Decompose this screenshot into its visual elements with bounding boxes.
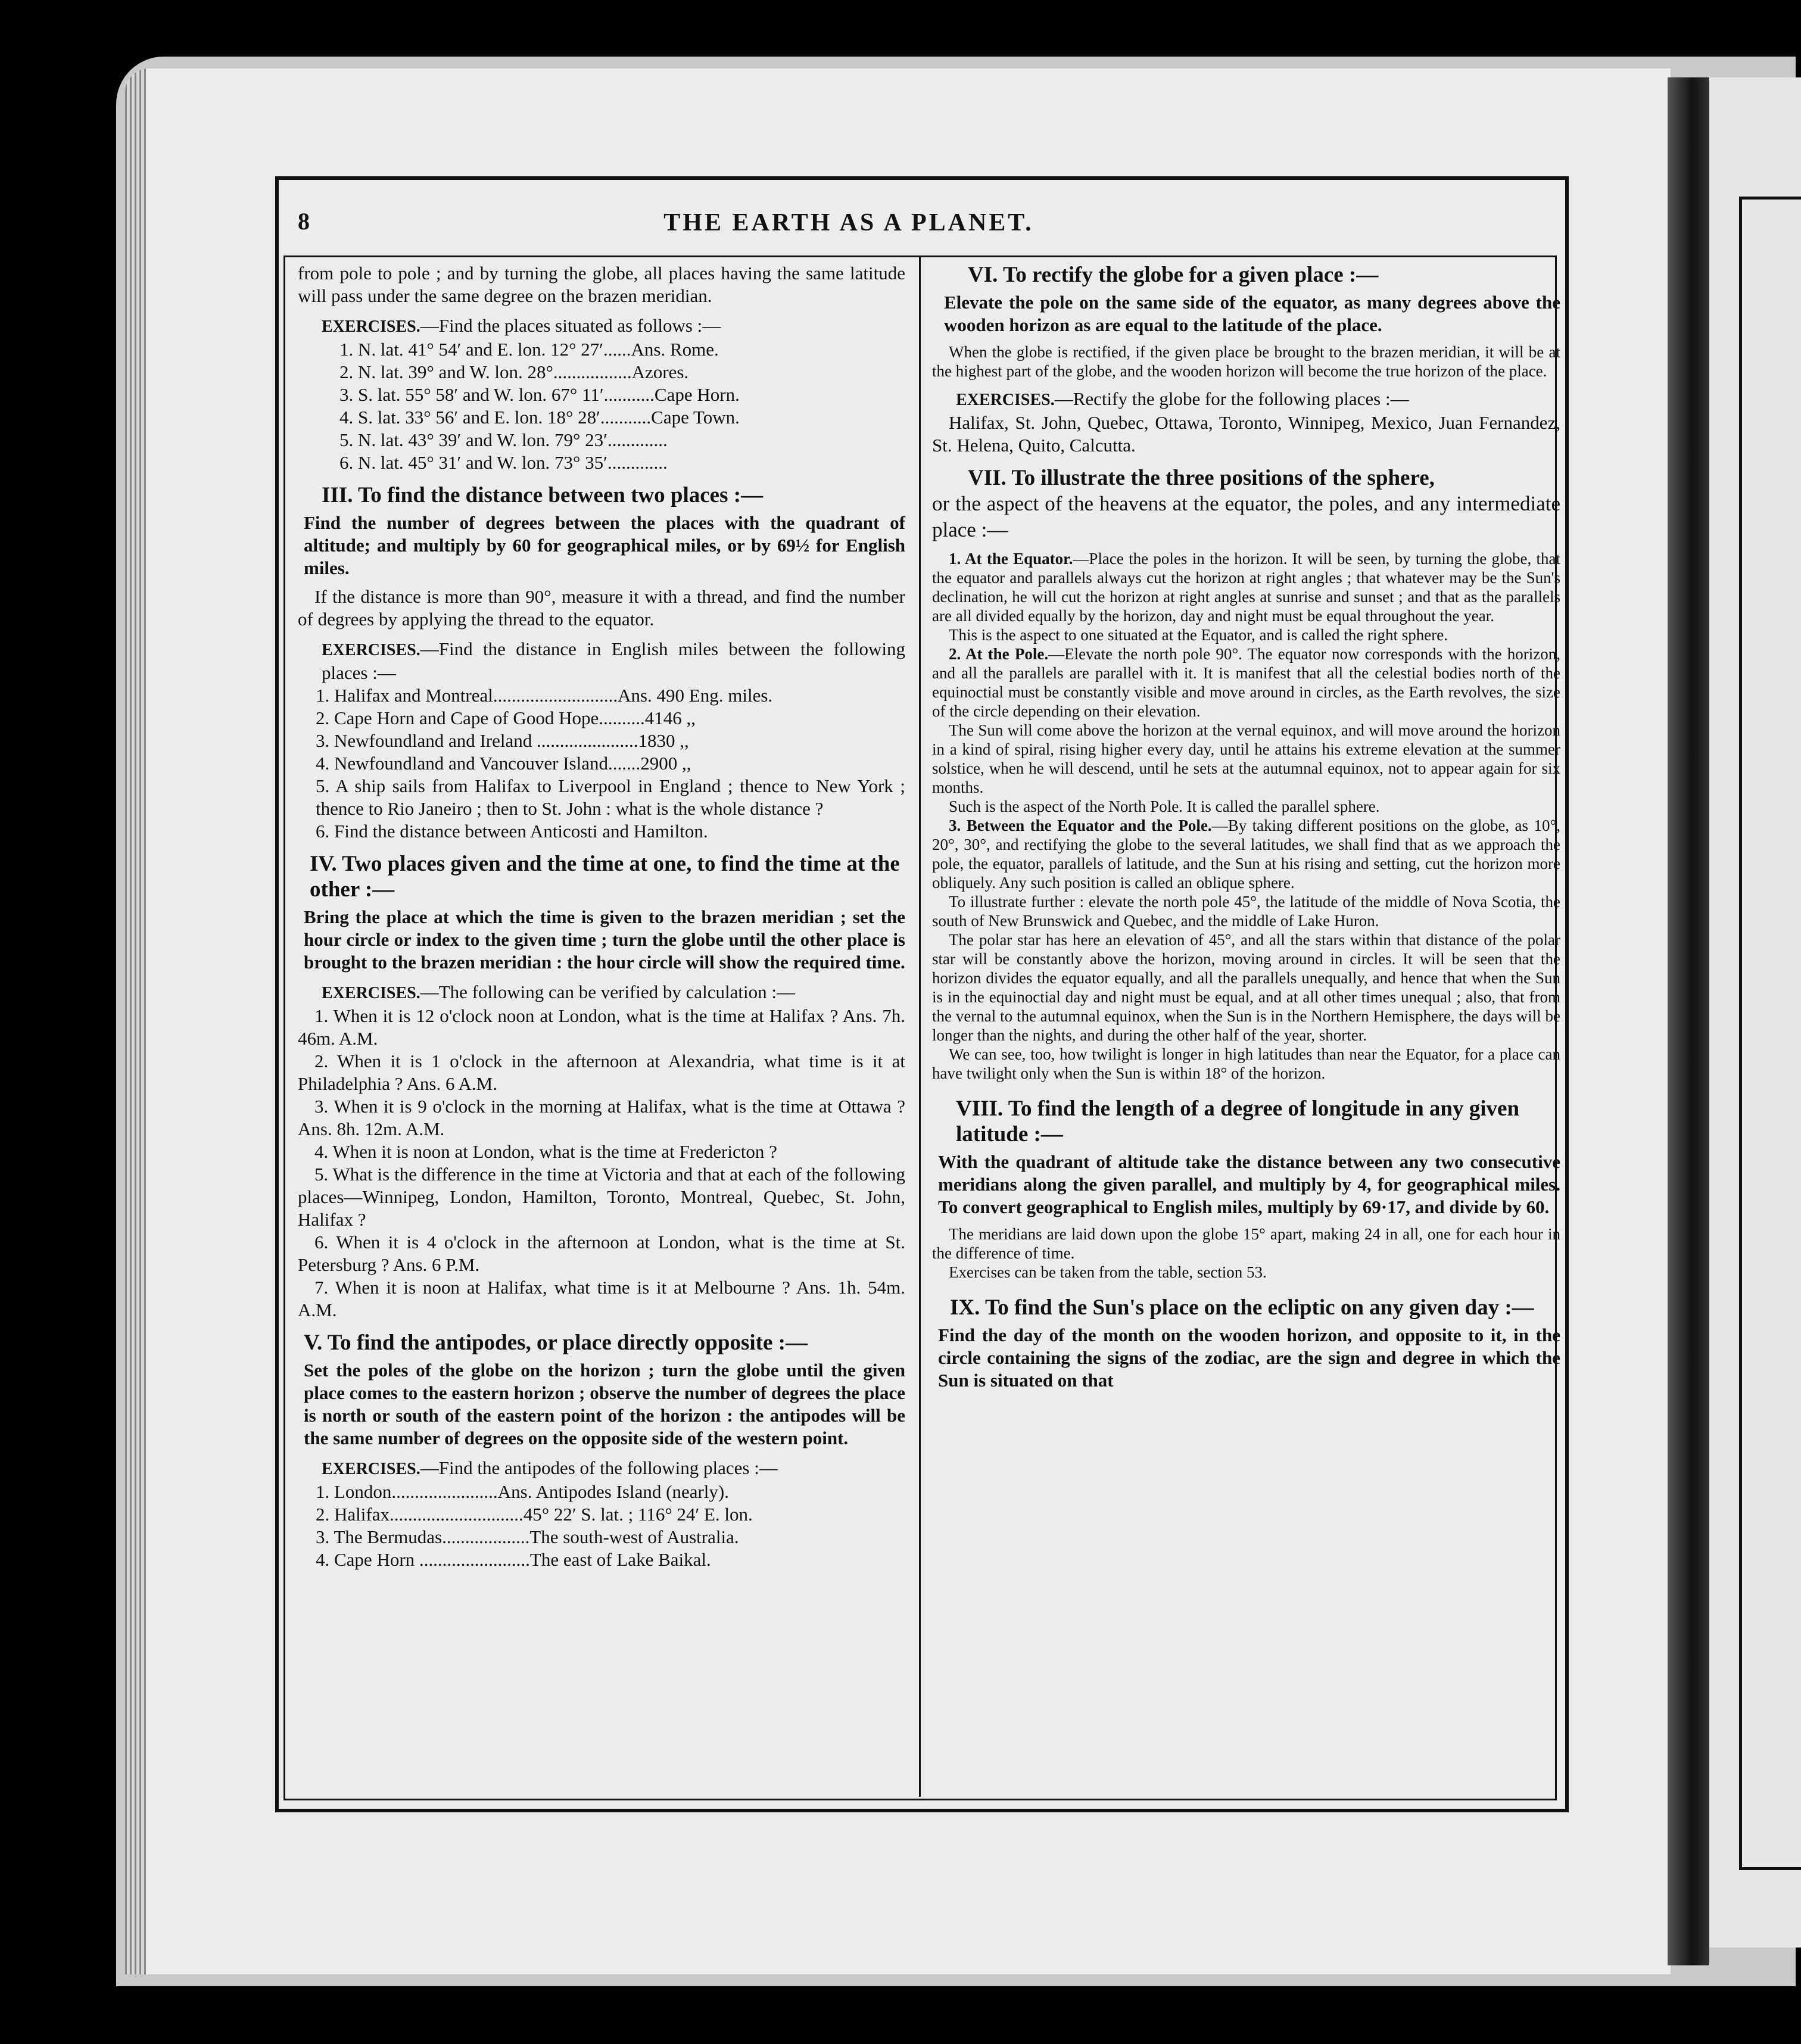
exercise-item: 1. Halifax and Montreal...........................Ans. 490 Eng. miles. xyxy=(316,685,773,706)
section-rule: Find the number of degrees between the places with the quadrant of altitude; and multiply by 60 for geographical miles, or by 69½ for English miles. xyxy=(304,512,905,578)
section-heading: III. To find the distance between two places :— xyxy=(322,483,764,507)
exercise-item: 5. What is the difference in the time at Victoria and that at each of the following places—Winnipeg, London, Hamilton, Toronto, Montreal, Quebec, St. John, Halifax ? xyxy=(298,1164,905,1230)
next-page-edge xyxy=(1709,77,1801,1948)
exercise-item: 3. S. lat. 55° 58′ and W. lon. 67° 11′...........Cape Horn. xyxy=(339,384,740,405)
exercise-item: 7. When it is noon at Halifax, what time is it at Melbourne ? Ans. 1h. 54m. A.M. xyxy=(298,1277,905,1320)
exercise-item: 3. The Bermudas...................The south-west of Australia. xyxy=(316,1526,739,1547)
right-column xyxy=(932,262,1560,1392)
exercise-item: 2. When it is 1 o'clock in the afternoon at Alexandria, what time is it at Philadelphia ? Ans. 6 A.M. xyxy=(298,1051,905,1094)
exercise-intro: EXERCISES.—Find the distance in English miles between the following places :— xyxy=(322,638,905,683)
section-note: When the globe is rectified, if the given place be brought to the brazen meridian, it will be at the highest part of the globe, and the wooden horizon will become the true horizon of the place. xyxy=(932,343,1560,380)
paragraph-between: 3. Between the Equator and the Pole.—By taking different positions on the globe, as 10°, 20°, 30°, and rectifying the globe to the several latitudes, we shall find that as we approach the pole, the equator, parallels of latitude, and the Sun at his rising and setting, cut the horizon more obliquely. Any such position is called an oblique sphere. xyxy=(932,817,1560,892)
exercise-item: 4. Newfoundland and Vancouver Island.......2900 ,, xyxy=(316,753,691,774)
exercise-item: 4. Cape Horn ........................The east of Lake Baikal. xyxy=(316,1549,711,1570)
exercise-item: 3. When it is 9 o'clock in the morning at Halifax, what is the time at Ottawa ? Ans. 8h. 12m. A.M. xyxy=(298,1096,905,1139)
section-heading: V. To find the antipodes, or place directly opposite :— xyxy=(304,1331,808,1355)
exercise-item: 4. S. lat. 33° 56′ and E. lon. 18° 28′...........Cape Town. xyxy=(339,407,740,428)
exercise-item: 2. Halifax.............................45° 22′ S. lat. ; 116° 24′ E. lon. xyxy=(316,1504,753,1525)
exercise-item: 3. Newfoundland and Ireland ......................1830 ,, xyxy=(316,730,689,751)
exercise-intro: EXERCISES.—Find the places situated as follows :— xyxy=(322,315,721,336)
paragraph-polar-star: The polar star has here an elevation of 45°, and all the stars within that distance of the polar star will be constantly above the horizon, moving around in circles. It will be seen that the horizon divides the equator equally, and all the parallels unequally, and hence that when the Sun is in the equinoctial day and night must be equal, and at all other times unequal ; also, that from the vernal to the autumnal equinox, when the Sun is in the Northern Hemisphere, the days will be longer than the nights, and during the other half of the year, shorter. xyxy=(932,931,1560,1044)
paragraph-right-sphere: This is the aspect to one situated at the Equator, and is called the right sphere. xyxy=(949,626,1448,644)
section-rule: With the quadrant of altitude take the distance between any two consecutive meridians along the given parallel, and multiply by 4, for geographical miles. To convert geographical to English miles, multiply by 69·17, and divide by 60. xyxy=(938,1151,1560,1217)
exercise-item: 6. When it is 4 o'clock in the afternoon at London, what is the time at St. Petersburg ? Ans. 6 P.M. xyxy=(298,1232,905,1275)
exercise-item: 1. When it is 12 o'clock noon at London, what is the time at Halifax ? Ans. 7h. 46m. A.M. xyxy=(298,1005,905,1049)
exercise-item: 5. A ship sails from Halifax to Liverpool in England ; thence to New York ; thence to Rio Janeiro ; then to St. John : what is the whole distance ? xyxy=(316,775,905,819)
section-rule: Find the day of the month on the wooden horizon, and opposite to it, in the circle containing the signs of the zodiac, are the sign and degree in which the Sun is situated on that xyxy=(938,1325,1560,1391)
section-heading: VIII. To find the length of a degree of longitude in any given latitude :— xyxy=(956,1096,1520,1146)
exercise-intro: EXERCISES.—Find the antipodes of the following places :— xyxy=(322,1457,778,1478)
section-note: Exercises can be taken from the table, section 53. xyxy=(949,1263,1267,1281)
paragraph-sun-spiral: The Sun will come above the horizon at the vernal equinox, and will move around the horizon in a kind of spiral, rising higher every day, until he attains his extreme elevation at the summer solstice, when he will descend, until he sets at the autumnal equinox, not to appear again for six months. xyxy=(932,721,1560,796)
section-rule: Elevate the pole on the same side of the equator, as many degrees above the wooden horizon as are equal to the latitude of the place. xyxy=(944,292,1560,335)
exercise-places: Halifax, St. John, Quebec, Ottawa, Toronto, Winnipeg, Mexico, Juan Fernandez, St. Helena, Quito, Calcutta. xyxy=(932,412,1560,456)
intro-paragraph: from pole to pole ; and by turning the globe, all places having the same latitude will pass under the same degree on the brazen meridian. xyxy=(298,263,905,306)
exercise-item: 4. When it is noon at London, what is the time at Fredericton ? xyxy=(314,1141,777,1162)
column-divider xyxy=(919,257,921,1797)
exercise-item: 6. N. lat. 45° 31′ and W. lon. 73° 35′............. xyxy=(339,452,668,473)
exercise-intro: EXERCISES.—Rectify the globe for the following places :— xyxy=(956,388,1409,409)
paragraph-illustrate: To illustrate further : elevate the north pole 45°, the latitude of the middle of Nova Scotia, the south of New Brunswick and Quebec, and the middle of Lake Huron. xyxy=(932,893,1560,930)
section-rule: Bring the place at which the time is given to the brazen meridian ; set the hour circle or index to the given time ; turn the globe until the other place is brought to the brazen meridian : the hour circle will show the required time. xyxy=(304,906,905,973)
page-number: 8 xyxy=(298,208,310,235)
exercise-item: 1. N. lat. 41° 54′ and E. lon. 12° 27′......Ans. Rome. xyxy=(339,339,719,360)
section-heading: VI. To rectify the globe for a given place :— xyxy=(968,263,1379,287)
section-rule: Set the poles of the globe on the horizon ; turn the globe until the given place comes to the eastern horizon ; observe the number of degrees the place is north or south of the eastern point of the horizon : the antipodes will be the same number of degrees on the opposite side of the western point. xyxy=(304,1360,905,1448)
section-note: If the distance is more than 90°, measure it with a thread, and find the number of degrees by applying the thread to the equator. xyxy=(298,586,905,630)
exercise-item: 1. London.......................Ans. Antipodes Island (nearly). xyxy=(316,1481,729,1502)
section-heading: IX. To find the Sun's place on the ecliptic on any given day :— xyxy=(950,1295,1534,1320)
exercise-item: 2. N. lat. 39° and W. lon. 28°.................Azores. xyxy=(339,362,689,382)
exercise-item: 5. N. lat. 43° 39′ and W. lon. 79° 23′............. xyxy=(339,429,668,450)
exercise-item: 2. Cape Horn and Cape of Good Hope..........4146 ,, xyxy=(316,708,696,728)
exercise-intro: EXERCISES.—The following can be verified by calculation :— xyxy=(322,982,795,1002)
paragraph-parallel-sphere: Such is the aspect of the North Pole. It is called the parallel sphere. xyxy=(949,797,1380,815)
running-title: THE EARTH AS A PLANET. xyxy=(663,209,1034,236)
exercise-item: 6. Find the distance between Anticosti and Hamilton. xyxy=(316,821,708,842)
section-heading: VII. To illustrate the three positions of the sphere, xyxy=(968,466,1435,490)
section-heading-continued: or the aspect of the heavens at the equator, the poles, and any intermediate place :— xyxy=(932,492,1560,541)
section-note: The meridians are laid down upon the globe 15° apart, making 24 in all, one for each hour in the difference of time. xyxy=(932,1225,1560,1262)
section-heading: IV. Two places given and the time at one, to find the time at the other :— xyxy=(310,852,900,902)
book-gutter xyxy=(1668,77,1709,1965)
paragraph-equator: 1. At the Equator.—Place the poles in the horizon. It will be seen, by turning the globe, that the equator and parallels always cut the horizon at right angles ; that whatever may be the Sun's declination, he will cut the horizon at right angles at sunrise and sunset ; and that as the parallels are all divided equally by the horizon, day and night must be equal throughout the year. xyxy=(932,550,1561,625)
paragraph-twilight: We can see, too, how twilight is longer in high latitudes than near the Equator, for a place can have twilight only when the Sun is within 18° of the horizon. xyxy=(932,1045,1560,1082)
left-column xyxy=(298,262,905,1571)
page-edges xyxy=(125,68,149,1974)
paragraph-pole: 2. At the Pole.—Elevate the north pole 90°. The equator now corresponds with the horizon, and all the parallels are parallel with it. It is manifest that all the celestial bodies north of the equinoctial must be constantly visible and move around in circles, as the Earth revolves, the size of the circle depending on their elevation. xyxy=(932,645,1560,720)
